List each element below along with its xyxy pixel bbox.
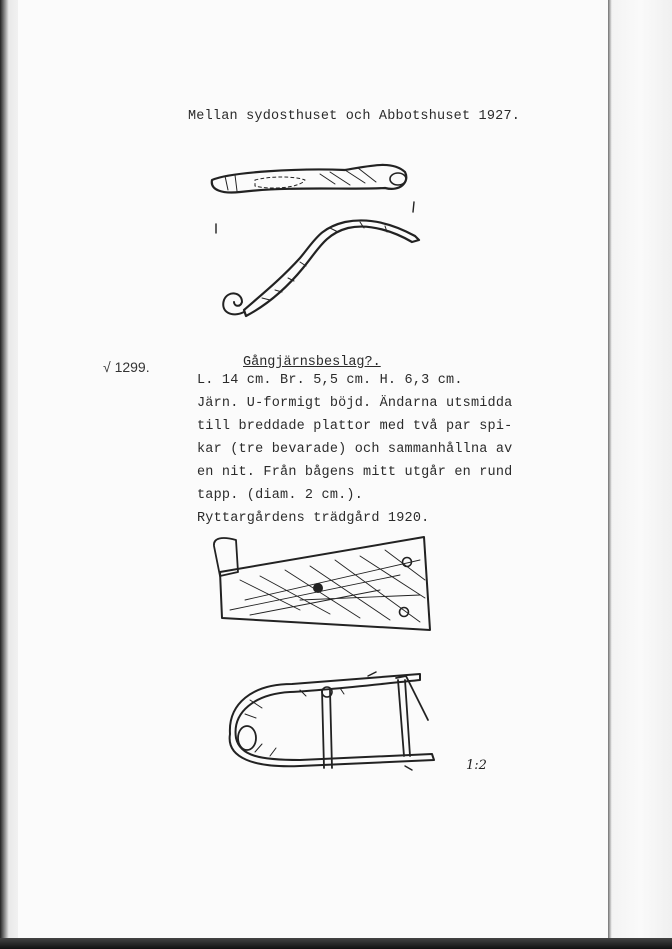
entry-line-material: Järn. U-formigt böjd. Ändarna utsmidda	[197, 396, 513, 411]
entry-title: Gångjärnsbeslag?.	[243, 355, 381, 370]
s-curved-hook	[223, 220, 419, 316]
entry-line-diameter: tapp. (diam. 2 cm.).	[197, 488, 364, 503]
u-shaped-hinge	[230, 672, 434, 770]
hinge-plate	[214, 537, 430, 630]
entry-line-rivet: en nit. Från bågens mitt utgår en rund	[197, 465, 513, 480]
entry-line-findspot: Ryttargårdens trädgård 1920.	[197, 511, 430, 526]
page-heading: Mellan sydosthuset och Abbotshuset 1927.	[188, 109, 521, 124]
entry-line-dimensions: L. 14 cm. Br. 5,5 cm. H. 6,3 cm.	[197, 373, 463, 388]
scale-note: 1:2	[466, 758, 487, 773]
entry-line-plates: till breddade plattor med två par spi-	[197, 419, 513, 434]
catalog-number: √ 1299.	[103, 359, 150, 375]
entry-line-nails: kar (tre bevarade) och sammanhållna av	[197, 442, 513, 457]
